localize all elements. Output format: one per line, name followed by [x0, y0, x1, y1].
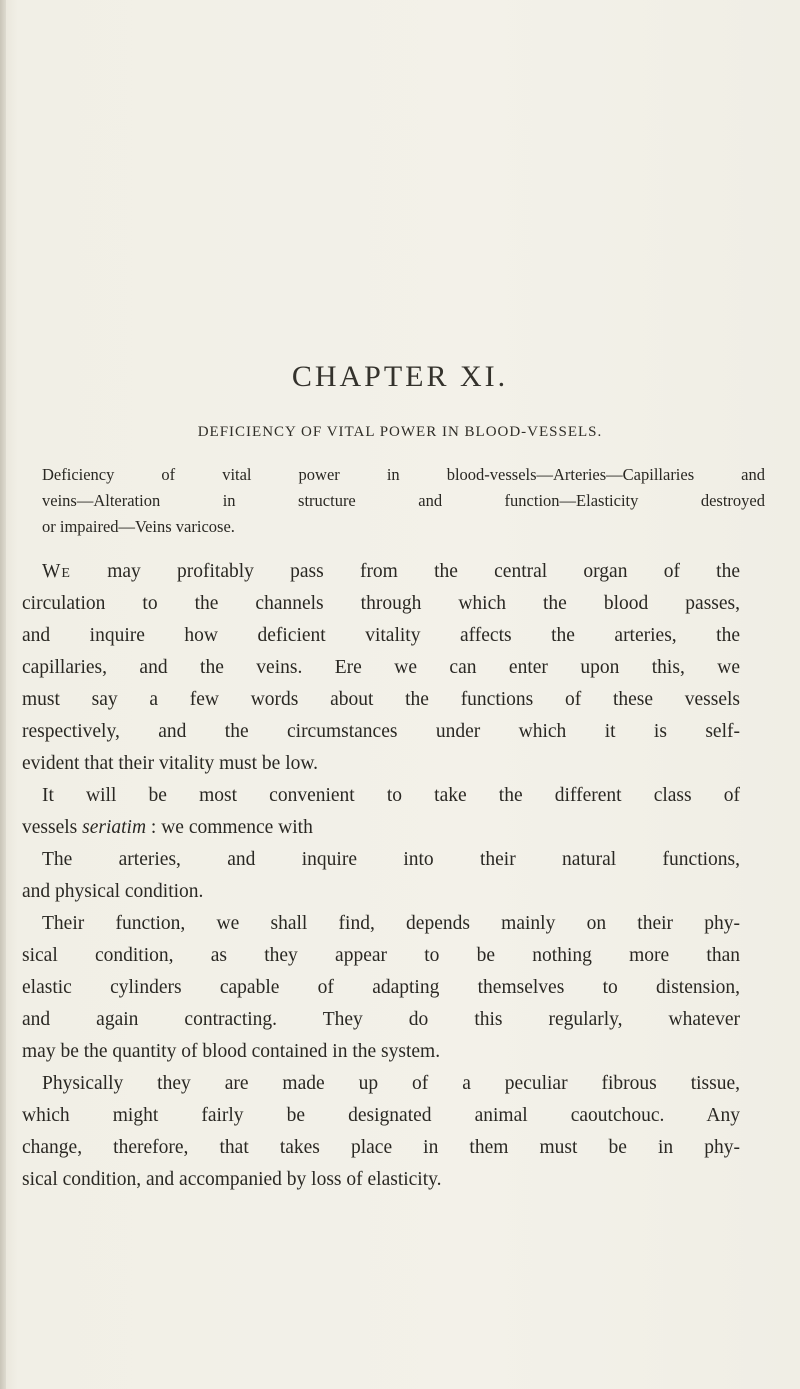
paragraph-line: [22, 556, 740, 588]
paragraph-line: must say a few words about the functions of these vessels: [22, 689, 740, 710]
paragraph-lead-word: We: [42, 561, 71, 582]
body-text: [22, 556, 740, 1196]
paragraph-line: respectively, and the circumstances under which it is self-: [22, 721, 740, 742]
paragraph-line: change, therefore, that takes place in them must be in phy-: [22, 1137, 740, 1158]
chapter-subtitle: DEFICIENCY OF VITAL POWER IN BLOOD-VESSELS.: [197, 424, 603, 440]
paragraph-line: sical condition, as they appear to be nothing more than: [22, 945, 740, 966]
paragraph-line: sical condition, and accompanied by loss of elasticity.: [22, 1169, 442, 1190]
italic-term: seriatim: [82, 817, 147, 838]
paragraph-line: evident that their vitality must be low.: [22, 753, 319, 774]
paragraph-line: and inquire how deficient vitality affects the arteries, the: [22, 625, 740, 646]
paragraph-line-text: : we commence with: [146, 817, 313, 838]
page-binding-edge: [0, 0, 6, 1389]
paragraph-line-text: may profitably pass from the central organ of the: [70, 561, 740, 582]
paragraph-line: elastic cylinders capable of adapting themselves to distension,: [22, 977, 740, 998]
paragraph-line: and physical condition.: [22, 881, 204, 902]
paragraph-line: Physically they are made up of a peculiar fibrous tissue,: [42, 1073, 740, 1094]
paragraph-line: and again contracting. They do this regularly, whatever: [22, 1009, 740, 1030]
chapter-summary: [42, 462, 765, 540]
paragraph-line-text: vessels: [22, 817, 83, 838]
paragraph-line: capillaries, and the veins. Ere we can enter upon this, we: [22, 657, 740, 678]
paragraph-line: which might fairly be designated animal caoutchouc. Any: [22, 1105, 740, 1126]
paragraph-line: circulation to the channels through which the blood passes,: [22, 593, 740, 614]
summary-line: or impaired—Veins varicose.: [42, 517, 235, 536]
paragraph-line: Their function, we shall find, depends mainly on their phy-: [42, 913, 740, 934]
summary-line: Deficiency of vital power in blood-vessels—Arteries—Capillaries and: [42, 465, 765, 484]
paragraph-line: may be the quantity of blood contained in the system.: [22, 1041, 441, 1062]
paragraph-line: [22, 812, 740, 844]
summary-line: veins—Alteration in structure and function—Elasticity destroyed: [42, 491, 765, 510]
paragraph-line: The arteries, and inquire into their natural functions,: [42, 849, 740, 870]
chapter-title: CHAPTER XI.: [291, 360, 509, 393]
paragraph-line: It will be most convenient to take the different class of: [42, 785, 740, 806]
